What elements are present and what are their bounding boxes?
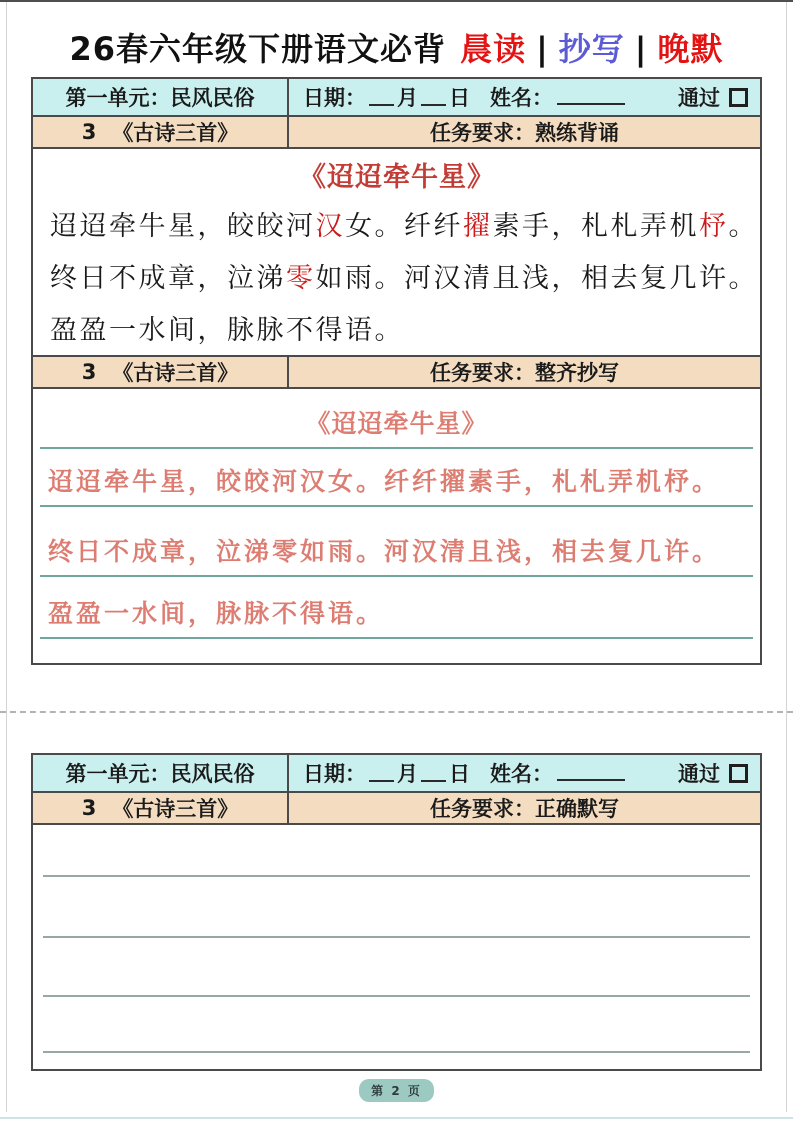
lesson-book-title: 《古诗三首》 [112, 361, 239, 385]
task-row-read [31, 115, 762, 149]
month-label: 月 [397, 86, 418, 110]
title-copying: 抄写 [558, 30, 625, 68]
lesson-book-title: 《古诗三首》 [112, 797, 239, 821]
date-day-blank [421, 89, 446, 106]
page-number-badge: 第 2 页 [359, 1079, 434, 1102]
task-row-dictation [31, 791, 762, 825]
lesson-book-title: 《古诗三首》 [112, 121, 239, 145]
poem-read-box [31, 147, 762, 357]
date-label: 日期： [303, 86, 366, 110]
poem-copy-line: 盈盈一水间，脉脉不得语。 [40, 577, 753, 639]
page-bottom-edge [0, 1117, 793, 1119]
unit-name-cell: 第一单元：民风民俗 [33, 755, 289, 791]
pass-checkbox [729, 88, 748, 107]
spacer [31, 665, 762, 711]
lesson-number: 3 [81, 360, 97, 384]
unit-meta-cell [289, 79, 760, 115]
poem-line: 终日不成章，泣涕零如雨。河汉清且浅，相去复几许。 [50, 263, 758, 294]
page-footer [31, 1079, 762, 1102]
date-month-blank [369, 89, 394, 106]
lesson-number: 3 [81, 796, 97, 820]
pass-checkbox [729, 764, 748, 783]
lesson-cell [33, 357, 289, 387]
date-day-blank [421, 765, 446, 782]
page-right-edge [786, 2, 787, 1112]
spacer [31, 713, 762, 755]
month-label: 月 [397, 762, 418, 786]
poem-copy-line: 终日不成章，泣涕零如雨。河汉清且浅，相去复几许。 [40, 507, 753, 577]
poem-copy-title: 《迢迢牵牛星》 [40, 389, 753, 449]
title-separator: | [536, 30, 549, 68]
lesson-cell [33, 117, 289, 147]
task-row-copy [31, 355, 762, 389]
name-label: 姓名： [490, 762, 553, 786]
lesson-cell [33, 793, 289, 823]
day-label: 日 [449, 762, 470, 786]
task-requirement-cell: 任务要求：正确默写 [430, 797, 619, 821]
unit-name-cell: 第一单元：民风民俗 [33, 79, 289, 115]
pass-label: 通过 [678, 86, 720, 110]
title-morning-read: 晨读 [460, 30, 527, 68]
name-group [490, 82, 629, 112]
poem-line: 迢迢牵牛星，皎皎河汉女。纤纤擢素手，札札弄机杼。 [50, 211, 758, 242]
ruled-line [43, 997, 750, 1053]
ruled-line [43, 877, 750, 938]
page-left-edge [6, 2, 7, 1112]
title-main: 26春六年级下册语文必背 [69, 30, 447, 68]
task-requirement-cell: 任务要求：整齐抄写 [430, 361, 619, 385]
lesson-number: 3 [81, 120, 97, 144]
date-label: 日期： [303, 762, 366, 786]
ruled-line [43, 938, 750, 997]
page-top-edge [0, 0, 793, 2]
pass-label: 通过 [678, 762, 720, 786]
poem-copy-box [31, 387, 762, 665]
name-blank [557, 88, 625, 105]
unit-meta-cell [289, 755, 760, 791]
date-month-blank [369, 765, 394, 782]
poem-copy-line: 迢迢牵牛星，皎皎河汉女。纤纤擢素手，札札弄机杼。 [40, 449, 753, 507]
title-separator: | [634, 30, 648, 68]
dictation-writing-area [31, 823, 762, 1071]
name-label: 姓名： [490, 86, 553, 110]
ruled-line [43, 825, 750, 877]
pass-group [678, 82, 748, 112]
name-blank [557, 764, 625, 781]
pass-group [678, 758, 748, 788]
day-label: 日 [449, 86, 470, 110]
unit-header-row [31, 753, 762, 793]
task-requirement-cell: 任务要求：熟练背诵 [430, 121, 619, 145]
name-group [490, 758, 629, 788]
document-title [31, 24, 762, 70]
unit-header-row [31, 77, 762, 117]
poem-line: 盈盈一水间，脉脉不得语。 [50, 315, 404, 346]
poem-title: 《迢迢牵牛星》 [299, 162, 495, 193]
title-evening-dictation: 晚默 [657, 30, 724, 68]
